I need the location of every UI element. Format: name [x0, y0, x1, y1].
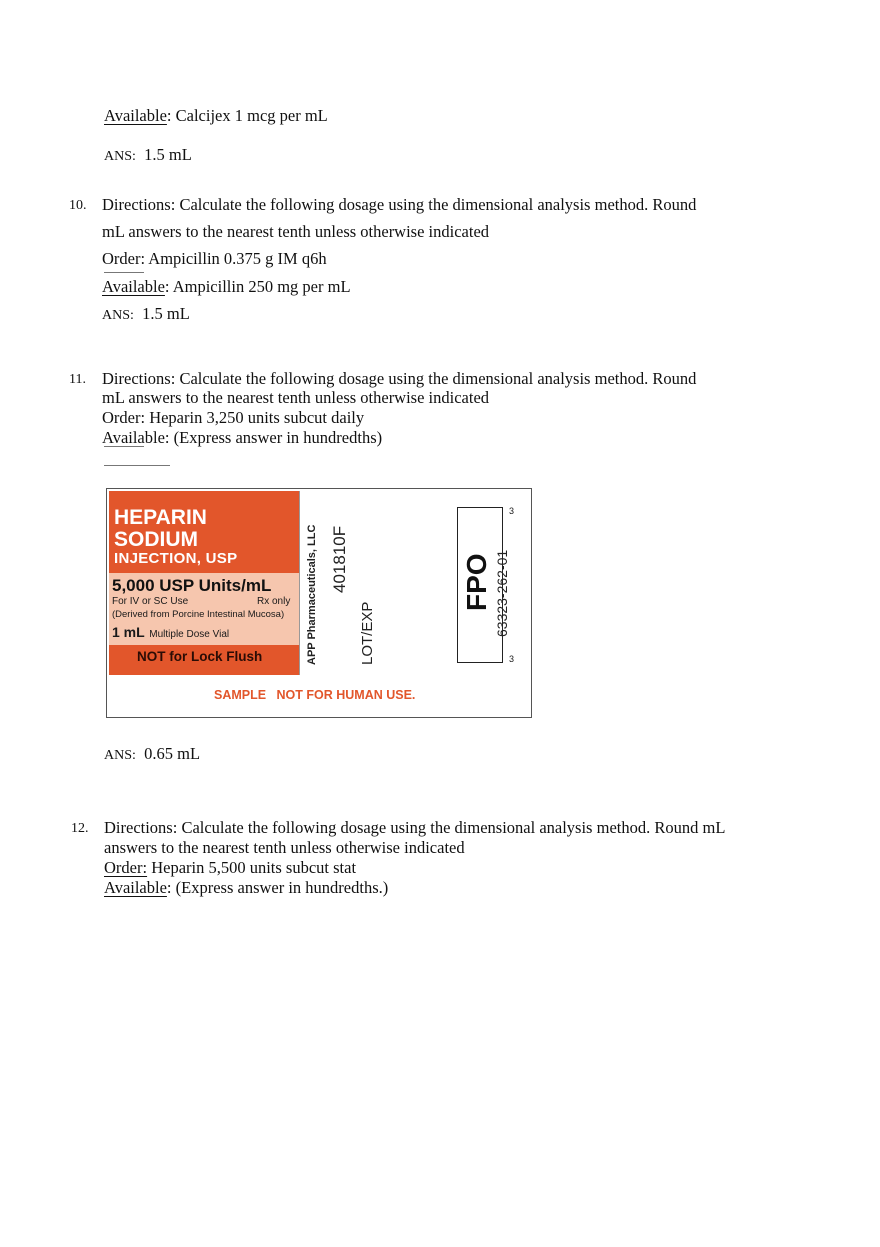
- label-route: For IV or SC Use: [112, 596, 189, 607]
- q12-directions-1: Directions: Calculate the following dosage using the dimensional analysis method. Round mL: [104, 818, 726, 837]
- label-code: 401810F: [330, 525, 349, 593]
- q12-number: 12.: [71, 821, 89, 836]
- label-drug-name-1: HEPARIN: [114, 506, 207, 529]
- label-drug-form: INJECTION, USP: [114, 550, 238, 567]
- q11-available: Available: (Express answer in hundredths): [102, 428, 383, 447]
- q10-number: 10.: [69, 198, 87, 213]
- q12-directions-2: answers to the nearest tenth unless otherwise indicated: [104, 838, 465, 857]
- top-ans-label: ANS:: [104, 149, 136, 164]
- q11-answer: [104, 746, 200, 763]
- top-available-label: Available: [104, 106, 167, 125]
- label-warning: NOT for Lock Flush: [137, 649, 263, 664]
- q11-directions-2: mL answers to the nearest tenth unless otherwise indicated: [102, 388, 490, 407]
- q10-directions-1: Directions: Calculate the following dosage using the dimensional analysis method. Round: [102, 195, 697, 214]
- q12-available-line: [104, 880, 388, 897]
- label-derived: (Derived from Porcine Intestinal Mucosa): [112, 609, 285, 620]
- q11-blank-rule: [104, 465, 170, 466]
- q11-order: Order: Heparin 3,250 units subcut daily: [102, 408, 365, 427]
- q10-order-rule: [104, 272, 144, 273]
- label-strength: 5,000 USP Units/mL: [112, 576, 272, 595]
- label-drug-name-2: SODIUM: [114, 528, 198, 551]
- label-lot-exp: LOT/EXP: [359, 601, 376, 665]
- label-ndc: 63323-262-01: [494, 549, 510, 637]
- top-ans-value: 1.5 mL: [144, 145, 192, 164]
- heparin-label-image: [106, 488, 532, 718]
- label-divider: [299, 491, 300, 675]
- label-volume: 1 mL: [112, 624, 145, 640]
- top-available-text: : Calcijex 1 mcg per mL: [166, 106, 328, 125]
- label-sample-notice: SAMPLE NOT FOR HUMAN USE.: [214, 688, 416, 702]
- label-rx-only: Rx only: [257, 596, 291, 607]
- label-vial: Multiple Dose Vial: [149, 629, 230, 640]
- q10-available-label: Available: [102, 277, 165, 296]
- q12-available-text: : (Express answer in hundredths.): [166, 878, 389, 897]
- q11-available-rule: [104, 446, 144, 447]
- q11-ans-value: 0.65 mL: [144, 744, 201, 763]
- q10-available-line: [102, 279, 351, 296]
- q10-answer: [102, 306, 190, 323]
- label-digit-top: 3: [509, 506, 515, 516]
- top-available-line: [104, 108, 328, 125]
- label-digit-bottom: 3: [509, 654, 515, 664]
- q12-available-label: Available: [104, 878, 167, 897]
- q12-order-text: Heparin 5,500 units subcut stat: [147, 858, 357, 877]
- q10-directions-2: mL answers to the nearest tenth unless otherwise indicated: [102, 222, 490, 241]
- q11-number: 11.: [69, 372, 86, 387]
- label-fpo: FPO: [461, 553, 492, 611]
- q10-order: Order: Ampicillin 0.375 g IM q6h: [102, 249, 327, 268]
- q12-order-label: Order:: [104, 858, 148, 877]
- q10-available-text: : Ampicillin 250 mg per mL: [164, 277, 351, 296]
- label-volume-line: [112, 624, 229, 641]
- top-answer: [104, 147, 192, 164]
- q10-ans-value: 1.5 mL: [142, 304, 190, 323]
- label-manufacturer: APP Pharmaceuticals, LLC: [306, 524, 318, 665]
- q11-directions-1: Directions: Calculate the following dosage using the dimensional analysis method. Round: [102, 369, 697, 388]
- q10-ans-label: ANS:: [102, 308, 134, 323]
- q11-ans-label: ANS:: [104, 748, 136, 763]
- q12-order-line: [104, 860, 356, 877]
